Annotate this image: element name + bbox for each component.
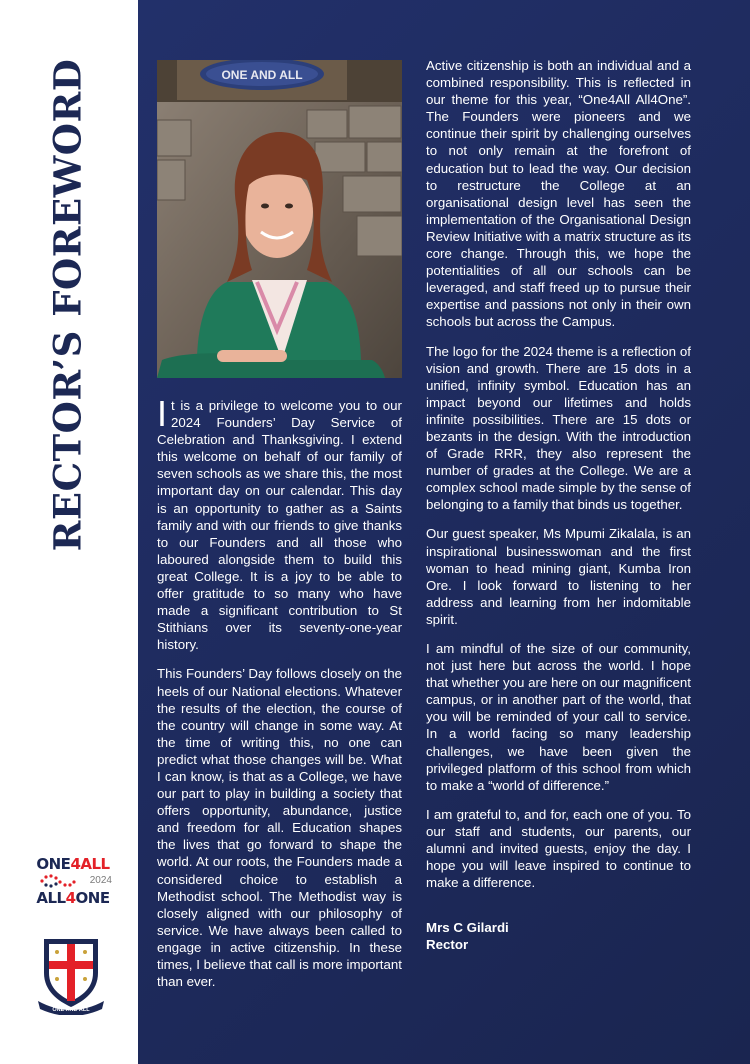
logo-line-two: ALL4ONE — [36, 889, 110, 907]
rector-photo — [157, 60, 402, 378]
text-column-right — [426, 57, 691, 953]
photo-banner-text: ONE AND ALL — [221, 68, 303, 82]
crest-motto: ONE AND ALL — [52, 1007, 90, 1013]
paragraph: I am grateful to, and for, each one of you. To our staff and students, our parents, our alumni and invited guests, enjoy the day. I hope you will leave inspired to continue to make a difference. — [426, 806, 691, 891]
paragraph: The logo for the 2024 theme is a reflection of vision and growth. There are 15 dots in a unified, infinity symbol. Education has an impact beyond our lifetimes and holds infinite possibilities. There are 15 dots or bezants in the design. With the introduction of Grade RRR, they also represent the number of grades at the College. We are a complex school made simple by the sense of belonging to a family that binds us together. — [426, 343, 691, 513]
page-title: RECTOR’S FOREWORD — [45, 58, 89, 552]
drop-cap: I — [157, 393, 168, 434]
text-column-left — [157, 393, 402, 1002]
paragraph: Our guest speaker, Ms Mpumi Zikalala, is an inspirational businesswoman and the first woman to head mining giant, Kumba Iron Ore. I look forward to listening to her address and learning from her indomitable spirit. — [426, 526, 691, 627]
sidebar — [0, 0, 138, 1064]
paragraph: It is a privilege to welcome you to our 2024 Founders’ Day Service of Celebration and Thanksgiving. I extend this welcome on behalf of our family of seven schools as we share this, the most important day on our calendar. This day is an opportunity to gather as a Saints family and with our friends to give thanks to our Founders and all those who laboured alongside them to build this great College. It is a joy to be able to offer gratitude to so many who have made a significant contribution to St Stithians over its seventy-one-year history. — [157, 393, 402, 653]
logo-year: 2024 — [28, 873, 118, 889]
logo-line-one: ONE4ALL — [36, 855, 110, 873]
page-title-vertical — [40, 50, 94, 560]
signature-name: Mrs C Gilardi — [426, 920, 509, 936]
signature — [426, 919, 691, 953]
paragraph: This Founders’ Day follows closely on the heels of our National elections. Whatever the results of the election, the course of the country will change in some way. At the time of writing this, no one can predict what those changes will be. What I can know, is that as a College, we have our part to play in building a society that offers opportunity, abundance, justice and freedom for all. Education shapes the lives that go forward to shape the world. At our roots, the Founders made a considered choice to establish a Methodist school. The Methodist way is closely aligned with our philosophy of service. We have always been called to engage in active citizenship. In these times, I believe that call is more important than ever. — [157, 666, 402, 990]
paragraph: Active citizenship is both an individual and a combined responsibility. This is reflected in our theme for this year, “One4All All4One”. The Founders were pioneers and we continue their spirit by challenging ourselves to not only remain at the forefront of education but to lead the way. Our decision to restructure the College at an organisational design level has seen the implementation of the Organisational Design Review Initiative with a matrix structure as its core change. Through this, we hope the potentialities of all our schools can be leveraged, and staff freed up to pursue their expertise and passions not only in their own schools but across the Campus. — [426, 58, 691, 330]
infinity-dots-icon — [36, 873, 96, 889]
school-crest-icon — [36, 935, 106, 1015]
signature-role: Rector — [426, 937, 469, 953]
paragraph: I am mindful of the size of our community, not just here but across the world. I hope that whether you are here on our magnificent campus, or in another part of the world, that you will be reminded of your call to service. In a world facing so many leadership challenges, we have been given the privileged platform of this school from which to make a “world of difference.” — [426, 641, 691, 793]
one4all-logo — [28, 855, 118, 907]
